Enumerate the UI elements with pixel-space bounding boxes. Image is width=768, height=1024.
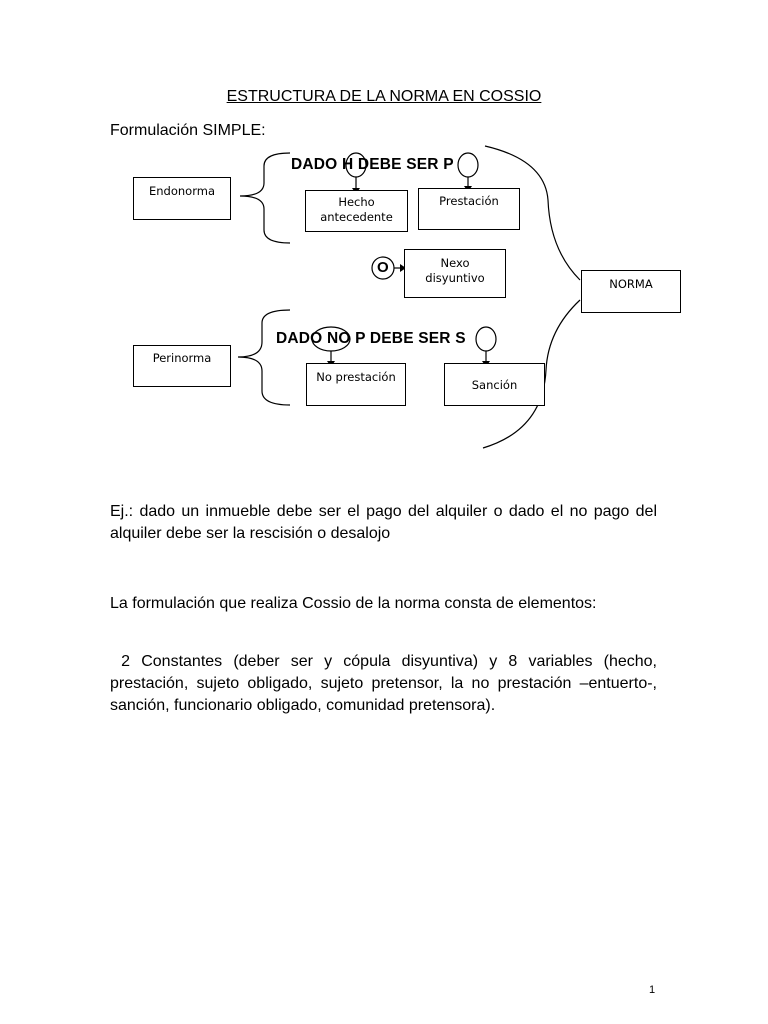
constants-variables-paragraph: 2 Constantes (deber ser y cópula disyuntiva) y 8 variables (hecho, prestación, sujeto obligado, sujeto pretensor, la no prestación –entuerto-, sanción, funcionario obligado, comunidad pretensora).: [110, 653, 662, 714]
prestacion-box: [418, 188, 520, 230]
hecho-line1: Hecho: [338, 195, 375, 209]
circle-p-top: [458, 153, 478, 177]
norma-box: [581, 270, 681, 313]
perinorma-brace: [238, 310, 290, 405]
example-paragraph: Ej.: dado un inmueble debe ser el pago del alquiler o dado el no pago del alquiler debe ser la rescisión o desalojo: [110, 503, 657, 542]
no-prestacion-box: [306, 363, 406, 406]
nexo-line2: disyuntivo: [425, 271, 485, 285]
no-prestacion-label: No prestación: [316, 370, 396, 384]
prestacion-label: Prestación: [439, 194, 499, 208]
sancion-label: Sanción: [471, 378, 518, 392]
sancion-box: [444, 363, 545, 406]
circle-s: [476, 327, 496, 351]
endonorma-box: [133, 177, 231, 220]
formula-perinorma: DADO NO P DEBE SER S: [276, 330, 466, 347]
norma-label: NORMA: [609, 277, 653, 291]
formulation-paragraph: La formulación que realiza Cossio de la norma consta de elementos:: [110, 595, 597, 612]
hecho-line2: antecedente: [320, 210, 393, 224]
perinorma-box: [133, 345, 231, 387]
formula-endonorma: DADO H DEBE SER P: [291, 156, 454, 173]
page-title: ESTRUCTURA DE LA NORMA EN COSSIO: [226, 88, 542, 105]
nexo-disyuntivo-box: [404, 249, 506, 298]
endonorma-brace: [240, 153, 290, 243]
section-subtitle: Formulación SIMPLE:: [110, 122, 266, 139]
nexo-line1: Nexo: [440, 256, 470, 270]
hecho-antecedente-box: [305, 190, 408, 232]
disjunctive-o-letter: O: [377, 259, 389, 276]
page-number: 1: [649, 984, 656, 996]
endonorma-label: Endonorma: [149, 184, 215, 198]
perinorma-label: Perinorma: [152, 351, 212, 365]
